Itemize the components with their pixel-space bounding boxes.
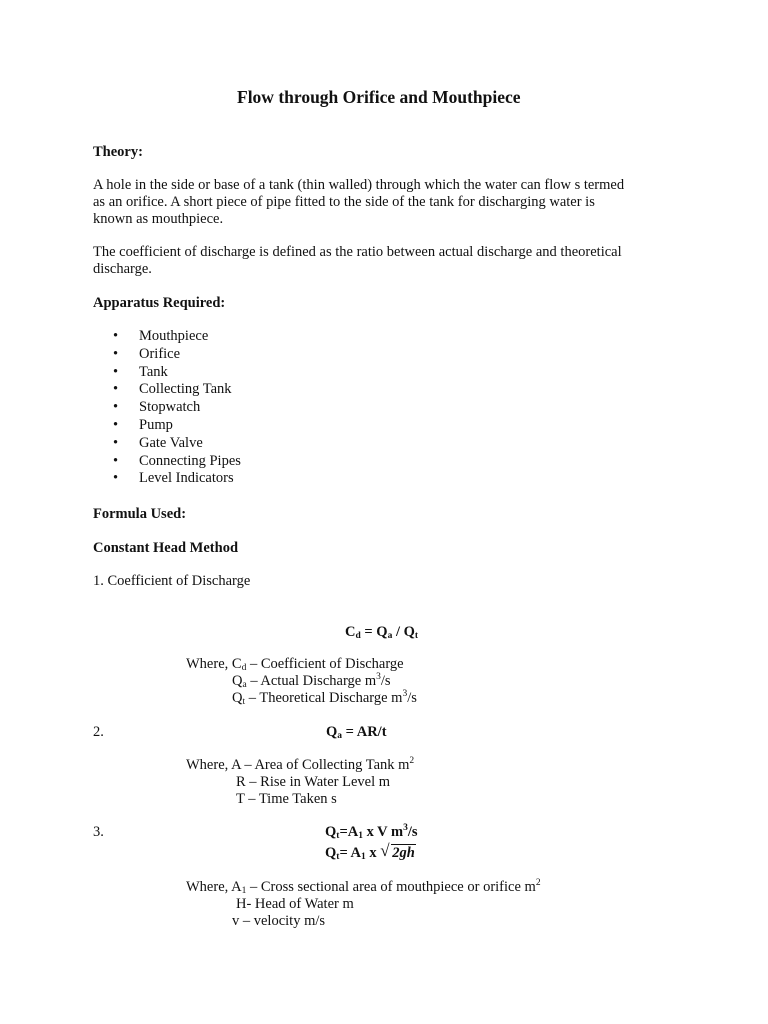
formula-item-3: 3. [93, 824, 104, 840]
square-root-icon: √ 2gh [380, 841, 415, 861]
where-3-line-1: Where, $A_1$ – Cross sectional area of mouthpiece or orifice $m^2$ [186, 878, 541, 896]
equation-discharge-coefficient: $C_d = Q_a / Q_t$ [345, 624, 419, 641]
bullet-icon: • [113, 434, 119, 451]
apparatus-list [93, 328, 241, 488]
bullet-icon: • [113, 363, 119, 380]
where-1-line-1: Where, $C_d$ – Coefficient of Discharge [186, 656, 404, 673]
theory-p1-line: A hole in the side or base of a tank (thin walled) through which the water can flow s termed [93, 177, 625, 193]
bullet-icon: • [113, 416, 119, 433]
list-item: • Level Indicators [113, 470, 234, 487]
equation-theoretical-discharge-expanded: $Q_t= A_1$ x √ 2gh [325, 841, 415, 862]
list-item: • Tank [113, 363, 168, 380]
list-item: • Pump [113, 416, 173, 433]
list-item: • Gate Valve [113, 434, 203, 451]
list-item: • Collecting Tank [113, 381, 232, 398]
where-2-line-1: Where, A – Area of Collecting Tank $m^2$ [186, 756, 415, 773]
list-item: • Mouthpiece [113, 328, 209, 344]
list-item: • Orifice [113, 345, 181, 362]
bullet-icon: • [113, 328, 119, 344]
bullet-icon: • [113, 452, 119, 469]
equation-actual-discharge: $Q_a = AR/t$ [326, 724, 387, 741]
where-3-line-3: v – velocity m/s [232, 913, 326, 929]
formula-heading: Formula Used: [93, 506, 187, 522]
theory-p1-line: as an orifice. A short piece of pipe fitted to the side of the tank for discharging water is [93, 194, 595, 210]
list-item: • Connecting Pipes [113, 452, 241, 469]
page-title: Flow through Orifice and Mouthpiece [237, 87, 521, 107]
theory-heading: Theory: [93, 144, 143, 160]
equation-theoretical-discharge: $Q_t=A_1$ x V $m^3/s$ [325, 823, 418, 841]
method-heading: Constant Head Method [93, 540, 239, 556]
bullet-icon: • [113, 470, 119, 487]
bullet-icon: • [113, 399, 119, 416]
theory-p2-line: The coefficient of discharge is defined as the ratio between actual discharge and theoretical [93, 244, 622, 260]
theory-p2-line: discharge. [93, 261, 152, 277]
where-1-line-2: $Q_a$ – Actual Discharge $m^3/s$ [232, 672, 391, 690]
list-item: • Stopwatch [113, 399, 201, 416]
theory-p1-line: known as mouthpiece. [93, 211, 224, 227]
formula-item-1: 1. Coefficient of Discharge [93, 573, 251, 589]
where-2-line-3: T – Time Taken s [236, 791, 337, 807]
bullet-icon: • [113, 381, 119, 398]
apparatus-heading: Apparatus Required: [93, 295, 226, 311]
where-3-line-2: H- Head of Water m [236, 896, 354, 912]
theory-paragraph-1 [93, 177, 673, 228]
where-1-line-3: $Q_t$ – Theoretical Discharge $m^3/s$ [232, 689, 417, 707]
theory-paragraph-2 [93, 244, 673, 278]
bullet-icon: • [113, 345, 119, 362]
formula-item-2: 2. [93, 724, 104, 740]
where-2-line-2: R – Rise in Water Level m [236, 774, 391, 790]
